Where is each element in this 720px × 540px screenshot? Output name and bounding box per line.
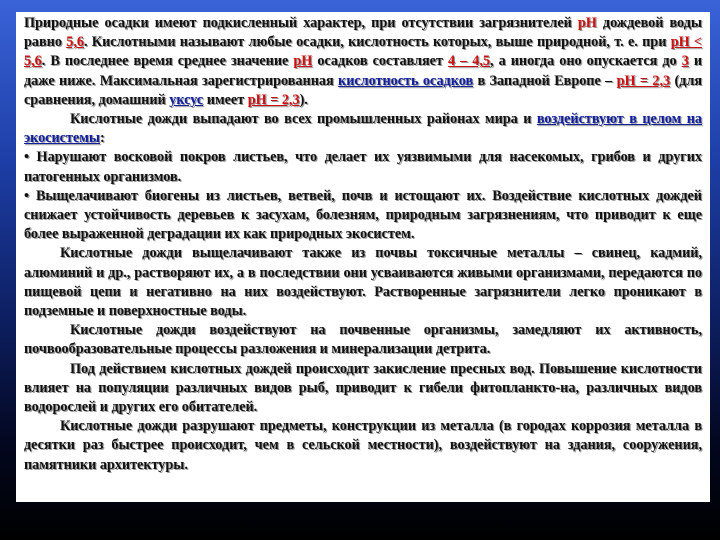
paragraph-water: Под действием кислотных дождей происходит закисление пресных вод. Повышение кислотности влияет на популяции различных видов рыб, приводит к гибели фитопланкто-на, различных видов водорослей и других его обитателей. — [24, 360, 702, 416]
vinegar-term: уксус — [169, 91, 204, 108]
ph-value-natural: 5,6 — [66, 34, 84, 51]
paragraph-ph-intro: Природные осадки имеют подкисленный характер, при отсутствии загрязнителей рН дождевой воды равно 5,6. Кислотными называют любые осадки, кислотность которых, выше природной, т. е. при рН < 5,6. В последнее время среднее значение рН осадков составляет 4 – 4,5, а иногда оно опускается до 3 и даже ниже. Максимальная зарегистрированная кислотность осадков в Западной Европе – рН = 2,3 (для сравнения, домашний уксус имеет рН = 2,3). — [24, 15, 703, 108]
ph-min-value: 3 — [681, 53, 689, 70]
paragraph-metals: Кислотные дожди выщелачивают также из почвы токсичные металлы – свинец, кадмий, алюминий и др., растворяют их, а в последствии они усваиваются живыми организмами, передаются по пищевой цепи и негативно на них воздействуют. Растворенные загрязнители легко проникают в подземные и поверхностные воды. — [24, 245, 702, 320]
acidity-term: кислотность осадков — [338, 72, 474, 89]
ph-label-2: рН — [293, 53, 313, 70]
ecosystem-impact-term: воздействуют в целом на экосистемы — [24, 111, 702, 147]
bullet-item: • Выщелачивают биогены из листьев, ветвей, почв и истощают их. Воздействие кислотных дождей снижает устойчивость деревьев к засухам, болезням, природным загрязнениям, что приводит к еще более выраженной деградации их как природных экосистем. — [24, 187, 702, 243]
paragraph-soil: Кислотные дожди воздействуют на почвенные организмы, замедляют их активность, почвообразовательные процессы разложения и минерализации детрита. — [24, 322, 702, 358]
ph-threshold: рН < 5,6 — [24, 34, 703, 70]
bullet-item: • Нарушают восковой покров листьев, что делает их уязвимыми для насекомых, грибов и других патогенных организмов. — [24, 149, 702, 185]
paragraph-ecosystem-impact: Кислотные дожди выпадают во всех промышленных районах мира и воздействуют в целом на экосистемы: — [24, 111, 702, 147]
text-block — [24, 14, 702, 475]
slide-text-card — [16, 12, 710, 502]
ph-label: рН — [577, 15, 597, 31]
ph-vinegar: рН = 2,3 — [247, 91, 300, 108]
paragraph-structures: Кислотные дожди разрушают предметы, конструкции из металла (в городах коррозия металла в десятки раз быстрее происходит, чем в сельской местности), воздействуют на здания, сооружения, памятники архитектуры. — [24, 418, 702, 473]
ph-record: рН = 2,3 — [616, 72, 671, 89]
ph-range: 4 – 4,5 — [447, 53, 490, 70]
